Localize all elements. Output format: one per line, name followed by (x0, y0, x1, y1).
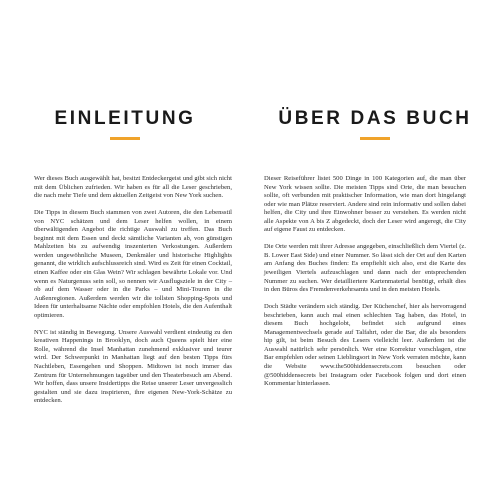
left-page-body (34, 175, 232, 414)
left-page-heading: EINLEITUNG (54, 108, 196, 129)
right-paragraph-3: Doch Städte verändern sich ständig. Der Küchenchef, hier als hervorragend beschrieben, kann auch mal einen schlechten Tag haben, das Hotel, in diesem Buch hochgelobt, befindet sich aufgrund eines Managementwechsels gerade auf Talfahrt, oder die Bar, die als besonders hip gilt, ist beim Besuch des Lesers vielleicht leer. Außerdem ist die Auswahl natürlich sehr persönlich. Wer eine Korrektur vorschlagen, eine Bar empfehlen oder seinen Lieblingsort in New York verraten möchte, kann die Website www.the500hiddensecrets.com besuchen oder @500hiddensecrets bei Instagram oder Facebook folgen und dort einen Kommentar hinterlassen. (264, 303, 466, 388)
right-paragraph-2: Die Orte werden mit ihrer Adresse angegeben, einschließlich dem Viertel (z. B. Lower East Side) und einer Nummer. So lässt sich der Ort auf den Karten am Anfang des Buches finden: Es empfiehlt sich also, erst die Karte des jeweiligen Viertels aufzuschlagen und dann nach der entsprechenden Nummer zu suchen. Wer detailliertere Kartenmaterial benötigt, erhält dies in den Büros des Fremdenverkehrsamts und in den meisten Hotels. (264, 243, 466, 294)
left-heading-accent-rule (110, 137, 140, 140)
right-heading-accent-rule (360, 137, 390, 140)
right-page-body (264, 175, 466, 397)
right-page (250, 0, 500, 500)
right-paragraph-1: Dieser Reiseführer listet 500 Dinge in 100 Kategorien auf, die man über New York wissen sollte. Die meisten Tipps sind Orte, die man besuchen sollte, oft verbunden mit praktischer Information, wie man dort hingelangt oder wie man Plätze reserviert. Andere sind rein informativ und sollen dabei helfen, die City und ihre Einwohner besser zu verstehen. Es werden nicht alle Aspekte von A bis Z abgedeckt, doch der Leser wird angeregt, die City auf eigene Faust zu entdecken. (264, 175, 466, 234)
left-paragraph-1: Wer dieses Buch ausgewählt hat, besitzt Entdeckergeist und gibt sich nicht mit dem Üblichen zufrieden. Wir haben es für all die Leser geschrieben, die nach mehr Tiefe und dem aktuellen Zeitgeist von New York suchen. (34, 175, 232, 200)
right-page-heading: ÜBER DAS BUCH (278, 108, 472, 129)
left-paragraph-3: NYC ist ständig in Bewegung. Unsere Auswahl verdient eindeutig zu den kreativen Happenings in Brooklyn, doch auch Queens spielt hier eine Rolle, während die Insel Manhattan zunehmend exklusiver und teurer wird. Der Schwerpunkt in Manhattan liegt auf den besten Tipps fürs Nachtleben, Essengehen und Shoppen. Midtown ist noch immer das Zentrum für Unternehmungen tagsüber und den Theaterbesuch am Abend. Wir hoffen, dass unsere Insidertipps die Reise unserer Leser unvergesslich gestalten und sie dazu inspirieren, ihre eigenen New-York-Schätze zu entdecken. (34, 328, 232, 405)
left-paragraph-2: Die Tipps in diesem Buch stammen von zwei Autoren, die den Lebensstil von NYC schätzen und dem Leser helfen wollen, in einem überwältigenden Angebot die richtige Auswahl zu treffen. Das Buch beginnt mit dem Essen und deckt sämtliche Varianten ab, von günstigen Mahlzeiten bis zu aufwendig inszenierten Verkostungen. Außerdem werden ungewöhnliche Museen, Denkmäler und historische Highlights genannt, die wirklich aufschlussreich sind. Wird es Zeit für einen Cocktail, einen Kaffee oder ein Glas Wein? Wir schlagen bewährte Lokale vor. Und wenn es Naturgenuss sein soll, so nennen wir Ausflugsziele in der City – ob auf dem Wasser oder in die Parks – und Mini-Touren in die Außenregionen. Außerdem werden wir die tollsten Shopping-Spots und Ideen für unterhaltsame Nächte oder empfohlen Hotels, die den Aufenthalt optimieren. (34, 209, 232, 319)
